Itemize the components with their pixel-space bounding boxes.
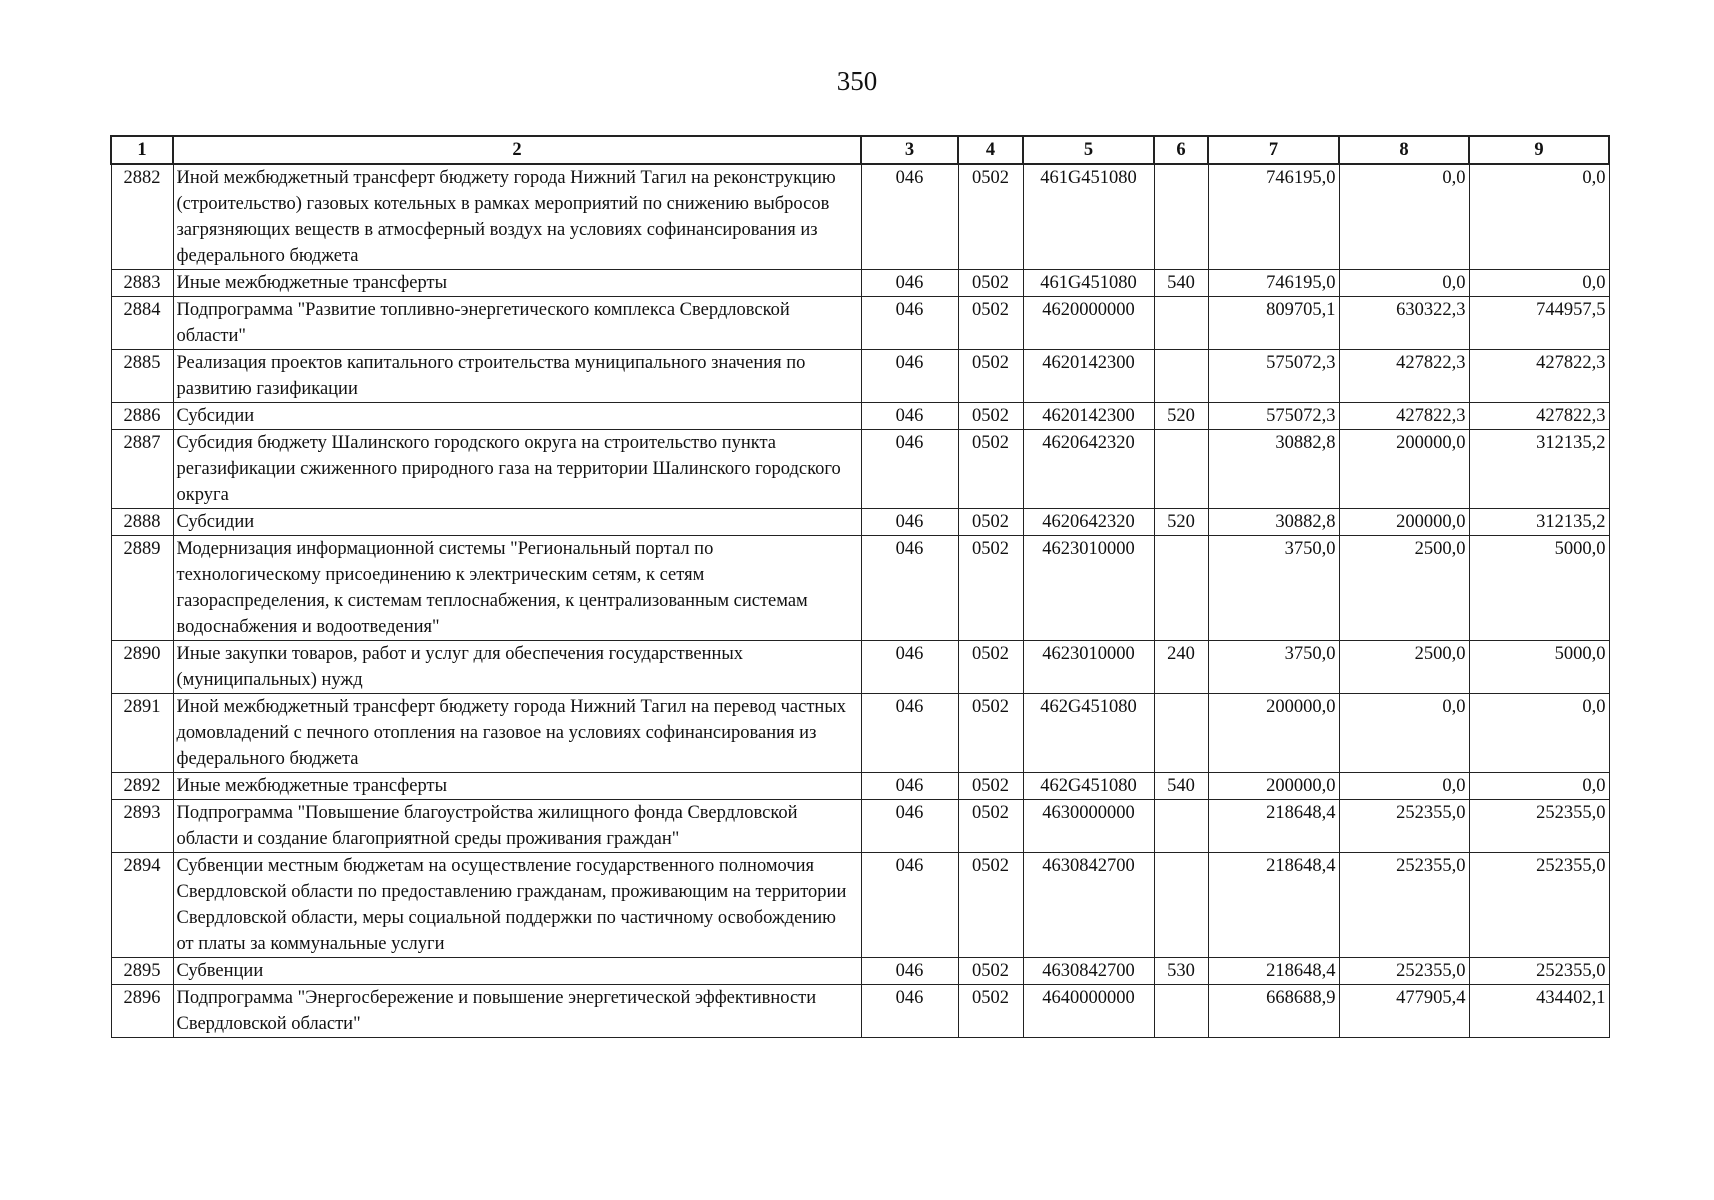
amount-col9: 0,0: [1469, 694, 1609, 773]
row-number: 2896: [111, 985, 173, 1038]
admin-code: 046: [861, 800, 958, 853]
row-number: 2892: [111, 773, 173, 800]
row-number: 2882: [111, 164, 173, 270]
admin-code: 046: [861, 403, 958, 430]
amount-col9: 5000,0: [1469, 641, 1609, 694]
admin-code: 046: [861, 536, 958, 641]
target-code: 4630842700: [1023, 958, 1154, 985]
target-code: 4630842700: [1023, 853, 1154, 958]
target-code: 4620642320: [1023, 430, 1154, 509]
amount-col7: 575072,3: [1208, 403, 1339, 430]
amount-col9: 252355,0: [1469, 800, 1609, 853]
expense-type-code: [1154, 694, 1208, 773]
admin-code: 046: [861, 509, 958, 536]
column-header: 6: [1154, 136, 1208, 164]
item-name: Подпрограмма "Развитие топливно-энергетического комплекса Свердловской области": [173, 297, 861, 350]
table-row: [111, 773, 1609, 800]
row-number: 2883: [111, 270, 173, 297]
amount-col9: 0,0: [1469, 773, 1609, 800]
section-code: 0502: [958, 985, 1023, 1038]
amount-col8: 252355,0: [1339, 853, 1469, 958]
amount-col8: 2500,0: [1339, 536, 1469, 641]
amount-col8: 0,0: [1339, 694, 1469, 773]
row-number: 2894: [111, 853, 173, 958]
expense-type-code: 240: [1154, 641, 1208, 694]
column-header: 7: [1208, 136, 1339, 164]
amount-col8: 630322,3: [1339, 297, 1469, 350]
expense-type-code: [1154, 350, 1208, 403]
section-code: 0502: [958, 509, 1023, 536]
section-code: 0502: [958, 297, 1023, 350]
page-number: 350: [836, 66, 878, 96]
amount-col9: 312135,2: [1469, 509, 1609, 536]
row-number: 2889: [111, 536, 173, 641]
item-name: Подпрограмма "Энергосбережение и повышение энергетической эффективности Свердловской области": [173, 985, 861, 1038]
table-body: [111, 164, 1609, 1038]
row-number: 2887: [111, 430, 173, 509]
amount-col7: 200000,0: [1208, 773, 1339, 800]
expense-type-code: [1154, 853, 1208, 958]
section-code: 0502: [958, 958, 1023, 985]
amount-col7: 3750,0: [1208, 536, 1339, 641]
column-header: 9: [1469, 136, 1609, 164]
target-code: 4630000000: [1023, 800, 1154, 853]
amount-col8: 200000,0: [1339, 509, 1469, 536]
amount-col9: 427822,3: [1469, 403, 1609, 430]
admin-code: 046: [861, 694, 958, 773]
expense-type-code: 540: [1154, 773, 1208, 800]
amount-col9: 0,0: [1469, 164, 1609, 270]
row-number: 2885: [111, 350, 173, 403]
section-code: 0502: [958, 270, 1023, 297]
section-code: 0502: [958, 641, 1023, 694]
amount-col9: 0,0: [1469, 270, 1609, 297]
amount-col8: 252355,0: [1339, 958, 1469, 985]
row-number: 2891: [111, 694, 173, 773]
admin-code: 046: [861, 350, 958, 403]
item-name: Иной межбюджетный трансферт бюджету города Нижний Тагил на реконструкцию (строительство) газовых котельных в рамках мероприятий по снижению выбросов загрязняющих веществ в атмосферный воздух на условиях софинансирования из федерального бюджета: [173, 164, 861, 270]
section-code: 0502: [958, 430, 1023, 509]
amount-col8: 0,0: [1339, 270, 1469, 297]
column-header: 4: [958, 136, 1023, 164]
amount-col8: 200000,0: [1339, 430, 1469, 509]
item-name: Иные закупки товаров, работ и услуг для обеспечения государственных (муниципальных) нужд: [173, 641, 861, 694]
target-code: 4620142300: [1023, 403, 1154, 430]
target-code: 4623010000: [1023, 536, 1154, 641]
amount-col8: 477905,4: [1339, 985, 1469, 1038]
column-header: 8: [1339, 136, 1469, 164]
row-number: 2895: [111, 958, 173, 985]
section-code: 0502: [958, 403, 1023, 430]
section-code: 0502: [958, 694, 1023, 773]
expense-type-code: [1154, 985, 1208, 1038]
item-name: Иной межбюджетный трансферт бюджету города Нижний Тагил на перевод частных домовладений с печного отопления на газовое на условиях софинансирования из федерального бюджета: [173, 694, 861, 773]
admin-code: 046: [861, 641, 958, 694]
table-row: [111, 800, 1609, 853]
amount-col9: 252355,0: [1469, 958, 1609, 985]
amount-col7: 218648,4: [1208, 853, 1339, 958]
table-row: [111, 350, 1609, 403]
table-row: [111, 958, 1609, 985]
expense-type-code: [1154, 430, 1208, 509]
amount-col7: 809705,1: [1208, 297, 1339, 350]
expense-type-code: [1154, 800, 1208, 853]
section-code: 0502: [958, 536, 1023, 641]
amount-col9: 5000,0: [1469, 536, 1609, 641]
expense-type-code: 530: [1154, 958, 1208, 985]
amount-col8: 252355,0: [1339, 800, 1469, 853]
section-code: 0502: [958, 350, 1023, 403]
amount-col7: 218648,4: [1208, 958, 1339, 985]
section-code: 0502: [958, 164, 1023, 270]
target-code: 462G451080: [1023, 694, 1154, 773]
amount-col8: 427822,3: [1339, 350, 1469, 403]
item-name: Субсидии: [173, 509, 861, 536]
item-name: Подпрограмма "Повышение благоустройства жилищного фонда Свердловской области и создание благоприятной среды проживания граждан": [173, 800, 861, 853]
column-header: 5: [1023, 136, 1154, 164]
table-row: [111, 297, 1609, 350]
table-row: [111, 985, 1609, 1038]
target-code: 4640000000: [1023, 985, 1154, 1038]
expense-type-code: [1154, 164, 1208, 270]
item-name: Иные межбюджетные трансферты: [173, 773, 861, 800]
admin-code: 046: [861, 853, 958, 958]
item-name: Субвенции: [173, 958, 861, 985]
expense-type-code: 520: [1154, 403, 1208, 430]
amount-col7: 3750,0: [1208, 641, 1339, 694]
header-row: [111, 136, 1609, 164]
amount-col7: 218648,4: [1208, 800, 1339, 853]
item-name: Реализация проектов капитального строительства муниципального значения по развитию газификации: [173, 350, 861, 403]
amount-col8: 0,0: [1339, 773, 1469, 800]
budget-table: [110, 135, 1610, 1038]
expense-type-code: [1154, 536, 1208, 641]
amount-col9: 434402,1: [1469, 985, 1609, 1038]
amount-col9: 427822,3: [1469, 350, 1609, 403]
column-header: 1: [111, 136, 173, 164]
item-name: Субсидии: [173, 403, 861, 430]
admin-code: 046: [861, 270, 958, 297]
row-number: 2893: [111, 800, 173, 853]
row-number: 2888: [111, 509, 173, 536]
amount-col7: 200000,0: [1208, 694, 1339, 773]
expense-type-code: 520: [1154, 509, 1208, 536]
table-row: [111, 853, 1609, 958]
row-number: 2884: [111, 297, 173, 350]
section-code: 0502: [958, 773, 1023, 800]
amount-col8: 427822,3: [1339, 403, 1469, 430]
target-code: 461G451080: [1023, 164, 1154, 270]
target-code: 4620642320: [1023, 509, 1154, 536]
admin-code: 046: [861, 773, 958, 800]
amount-col8: 2500,0: [1339, 641, 1469, 694]
amount-col7: 746195,0: [1208, 270, 1339, 297]
admin-code: 046: [861, 985, 958, 1038]
amount-col9: 252355,0: [1469, 853, 1609, 958]
expense-type-code: [1154, 297, 1208, 350]
target-code: 4620000000: [1023, 297, 1154, 350]
target-code: 4620142300: [1023, 350, 1154, 403]
admin-code: 046: [861, 958, 958, 985]
row-number: 2890: [111, 641, 173, 694]
table-row: [111, 509, 1609, 536]
column-header: 3: [861, 136, 958, 164]
table-row: [111, 536, 1609, 641]
amount-col7: 30882,8: [1208, 430, 1339, 509]
amount-col9: 312135,2: [1469, 430, 1609, 509]
target-code: 461G451080: [1023, 270, 1154, 297]
table-row: [111, 164, 1609, 270]
column-header: 2: [173, 136, 861, 164]
amount-col7: 30882,8: [1208, 509, 1339, 536]
table-row: [111, 270, 1609, 297]
amount-col9: 744957,5: [1469, 297, 1609, 350]
admin-code: 046: [861, 297, 958, 350]
amount-col7: 668688,9: [1208, 985, 1339, 1038]
table-row: [111, 694, 1609, 773]
target-code: 4623010000: [1023, 641, 1154, 694]
amount-col7: 575072,3: [1208, 350, 1339, 403]
amount-col8: 0,0: [1339, 164, 1469, 270]
item-name: Субвенции местным бюджетам на осуществление государственного полномочия Свердловской области по предоставлению гражданам, проживающим на территории Свердловской области, меры социальной поддержки по частичному освобождению от платы за коммунальные услуги: [173, 853, 861, 958]
item-name: Модернизация информационной системы "Региональный портал по технологическому присоединению к электрическим сетям, к сетям газораспределения, к системам теплоснабжения, к централизованным системам водоснабжения и водоотведения": [173, 536, 861, 641]
table-row: [111, 641, 1609, 694]
section-code: 0502: [958, 853, 1023, 958]
admin-code: 046: [861, 164, 958, 270]
item-name: Иные межбюджетные трансферты: [173, 270, 861, 297]
target-code: 462G451080: [1023, 773, 1154, 800]
amount-col7: 746195,0: [1208, 164, 1339, 270]
table-row: [111, 403, 1609, 430]
admin-code: 046: [861, 430, 958, 509]
table-row: [111, 430, 1609, 509]
expense-type-code: 540: [1154, 270, 1208, 297]
section-code: 0502: [958, 800, 1023, 853]
row-number: 2886: [111, 403, 173, 430]
item-name: Субсидия бюджету Шалинского городского округа на строительство пункта регазификации сжиженного природного газа на территории Шалинского городского округа: [173, 430, 861, 509]
